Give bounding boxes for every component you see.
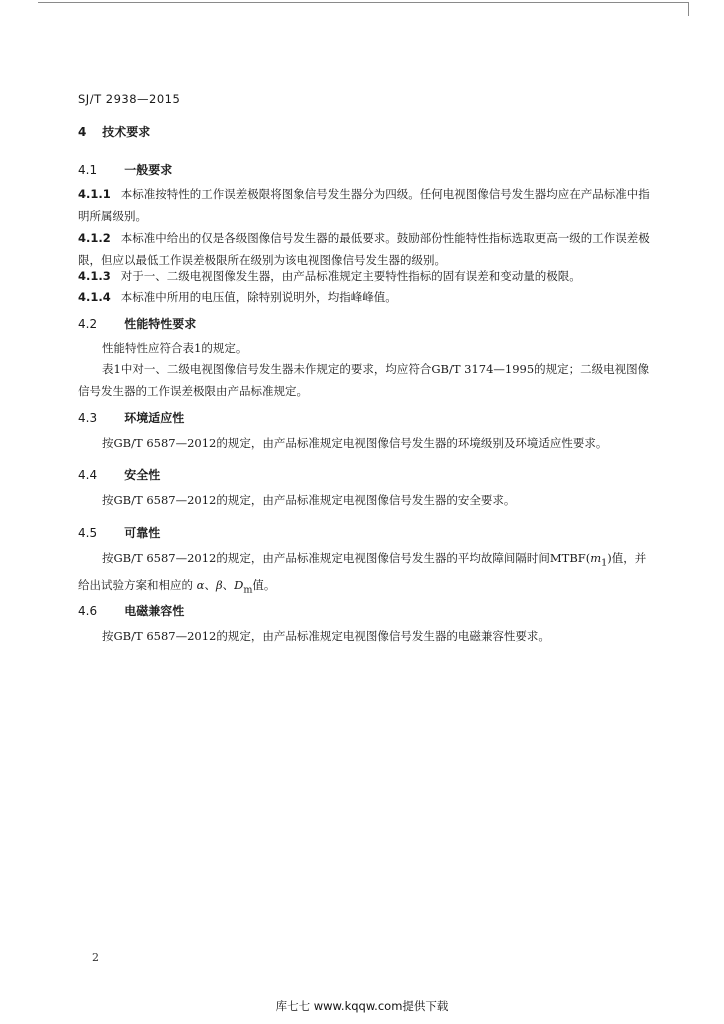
chapter-number: 4 (78, 125, 87, 139)
paragraph-4-4: 按GB/T 6587—2012的规定，由产品标准规定电视图像信号发生器的安全要求。 (102, 493, 516, 507)
clause-number: 4.1.1 (78, 187, 111, 201)
section-number: 4.2 (78, 317, 98, 331)
section-number: 4.1 (78, 163, 98, 177)
reliability-text: 按GB/T 6587—2012的规定，由产品标准规定电视图像信号发生器的平均故障间隔时间MTBF( (102, 551, 591, 565)
separator: 、 (222, 578, 235, 593)
chapter-title: 技术要求 (102, 125, 151, 139)
section-heading-4-2 (78, 315, 196, 332)
reliability-text-end: 值。 (252, 578, 276, 593)
clause-4-1-3 (78, 265, 652, 287)
section-title: 安全性 (124, 468, 161, 482)
clause-text: 本标准中给出的仅是各级图像信号发生器的最低要求。鼓励部份性能特性指标选取更高一级的工作误差极限，但应以最低工作误差极限所在级别为该电视图像信号发生器的级别。 (78, 231, 650, 267)
symbol-d: D (234, 578, 244, 593)
section-heading-4-6 (78, 602, 184, 619)
page-border-top (38, 2, 688, 3)
section-title: 一般要求 (124, 163, 173, 177)
section-title: 性能特性要求 (124, 317, 197, 331)
section-title: 电磁兼容性 (124, 604, 185, 618)
symbol-subscript-1: 1 (601, 557, 608, 569)
symbol-alpha: α (196, 578, 205, 593)
section-number: 4.5 (78, 526, 98, 540)
clause-4-1-4 (78, 286, 652, 308)
paragraph-4-2-b: 表1中对一、二级电视图像信号发生器未作规定的要求，均应符合GB/T 3174—1995的规定；二级电视图像信号发生器的工作误差极限由产品标准规定。 (78, 362, 650, 398)
symbol-m: m (590, 551, 602, 565)
section-heading-4-3 (78, 409, 184, 426)
paragraph-4-3: 按GB/T 6587—2012的规定，由产品标准规定电视图像信号发生器的环境级别及环境适应性要求。 (102, 436, 608, 450)
clause-number: 4.1.4 (78, 290, 111, 304)
section-heading-4-5 (78, 524, 160, 541)
paragraph-4-5 (78, 547, 652, 602)
document-code: SJ/T 2938—2015 (78, 92, 181, 106)
chapter-heading (78, 123, 150, 140)
symbol-subscript-m: m (243, 584, 253, 596)
clause-text: 本标准按特性的工作误差极限将图象信号发生器分为四级。任何电视图像信号发生器均应在产品标准中指明所属级别。 (78, 187, 650, 223)
page-number: 2 (92, 951, 99, 964)
clause-text: 本标准中所用的电压值，除特别说明外，均指峰峰值。 (120, 290, 397, 304)
download-footer: 库七七 www.kqqw.com提供下载 (275, 999, 449, 1013)
section-heading-4-4 (78, 466, 160, 483)
separator: 、 (204, 578, 216, 593)
clause-number: 4.1.2 (78, 231, 111, 245)
page-border-right (688, 2, 689, 16)
clause-4-1-1 (78, 183, 652, 227)
clause-number: 4.1.3 (78, 269, 111, 283)
paragraph-4-2-a: 性能特性应符合表1的规定。 (102, 341, 248, 355)
section-number: 4.3 (78, 411, 98, 425)
paragraph-4-6: 按GB/T 6587—2012的规定，由产品标准规定电视图像信号发生器的电磁兼容性要求。 (102, 629, 550, 643)
section-title: 环境适应性 (124, 411, 185, 425)
reliability-text-2: )值，并给出试验方案和相应的 (78, 551, 647, 593)
clause-text: 对于一、二级电视图像发生器，由产品标准规定主要特性指标的固有误差和变动量的极限。 (120, 269, 581, 283)
section-title: 可靠性 (124, 526, 161, 540)
symbol-beta: β (215, 578, 223, 593)
section-number: 4.6 (78, 604, 98, 618)
section-number: 4.4 (78, 468, 98, 482)
section-heading-4-1 (78, 161, 172, 178)
